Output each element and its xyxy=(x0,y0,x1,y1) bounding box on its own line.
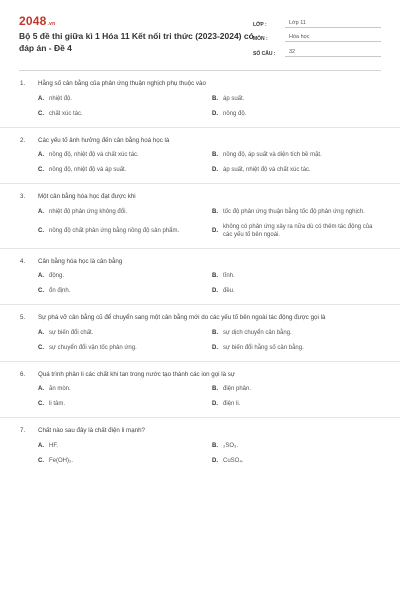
question-stem: Quá trình phân li các chất khi tan trong nước tạo thành các ion gọi là sự xyxy=(38,370,236,378)
option-letter: C. xyxy=(38,227,44,234)
question-text xyxy=(20,79,382,89)
option-grid xyxy=(20,208,382,240)
option-a[interactable] xyxy=(38,272,212,281)
question-number: 4. xyxy=(20,257,26,265)
option-letter: B. xyxy=(212,273,218,280)
question-4 xyxy=(0,257,400,306)
option-a[interactable] xyxy=(38,329,212,338)
option-text: CuSO₄. xyxy=(223,457,244,464)
option-text: áp suất, nhiệt độ và chất xúc tác. xyxy=(223,167,311,174)
option-text: không có phản ứng xảy ra nữa dù có thêm tác động của các yếu tố bên ngoài. xyxy=(223,223,373,238)
option-letter: D. xyxy=(212,167,218,174)
meta-value: 32 xyxy=(285,49,381,57)
option-text: đều. xyxy=(223,288,235,295)
option-letter: C. xyxy=(38,110,44,117)
question-text xyxy=(20,313,382,323)
question-2 xyxy=(0,136,400,185)
option-text: sự dịch chuyển cân bằng. xyxy=(223,329,292,336)
option-letter: D. xyxy=(212,401,218,408)
logo-suffix: .vn xyxy=(47,21,56,27)
option-text: nồng độ, nhiệt độ và áp suất. xyxy=(49,167,127,174)
option-c[interactable] xyxy=(38,166,212,175)
question-number: 1. xyxy=(20,80,26,87)
option-letter: A. xyxy=(38,442,44,449)
question-stem: Hằng số cân bằng của phản ứng thuận nghịch phụ thuộc vào xyxy=(38,80,206,87)
option-text: ₂SO₃. xyxy=(223,442,239,449)
option-text: ổn định. xyxy=(49,288,71,295)
question-5 xyxy=(0,313,400,362)
option-letter: A. xyxy=(38,95,44,102)
option-letter: C. xyxy=(38,401,44,408)
option-c[interactable] xyxy=(38,223,212,240)
meta-label: SỐ CÂU : xyxy=(253,50,276,57)
option-letter: A. xyxy=(38,386,44,393)
option-grid xyxy=(20,385,382,409)
option-text: nồng độ. xyxy=(223,110,247,117)
option-letter: A. xyxy=(38,273,44,280)
question-stem: Một cân bằng hóa học đạt được khi xyxy=(38,193,136,200)
option-text: nồng độ, áp suất và diện tích bề mặt. xyxy=(223,152,322,159)
question-list xyxy=(0,79,400,482)
option-d[interactable] xyxy=(212,400,386,409)
question-text xyxy=(20,257,382,267)
option-letter: D. xyxy=(212,344,218,351)
option-text: sự chuyển đổi vận tốc phản ứng. xyxy=(49,344,137,351)
question-text xyxy=(20,136,382,146)
question-stem: Cân bằng hóa học là cân bằng xyxy=(38,257,123,265)
option-text: ăn mòn. xyxy=(49,386,71,393)
option-grid xyxy=(20,329,382,353)
option-text: nồng độ chất phản ứng bằng nồng độ sản phẩm. xyxy=(49,227,180,234)
option-text: điện li. xyxy=(223,401,241,408)
option-b[interactable] xyxy=(212,385,386,394)
option-b[interactable] xyxy=(212,272,386,281)
option-a[interactable] xyxy=(38,442,212,451)
question-number: 3. xyxy=(20,193,26,200)
option-d[interactable] xyxy=(212,223,386,240)
question-number: 2. xyxy=(20,136,26,144)
meta-row-count xyxy=(253,44,381,57)
meta-label: MÔN : xyxy=(253,36,268,42)
option-text: tĩnh. xyxy=(223,273,235,280)
meta-info xyxy=(253,15,381,59)
option-letter: C. xyxy=(38,167,44,174)
option-letter: D. xyxy=(212,227,218,234)
option-text: sự biến đổi hằng số cân bằng. xyxy=(223,344,304,351)
question-1 xyxy=(0,79,400,128)
question-number: 6. xyxy=(20,370,26,378)
option-grid xyxy=(20,151,382,175)
option-letter: B. xyxy=(212,329,218,336)
question-number: 5. xyxy=(20,314,26,321)
page-header xyxy=(0,0,400,70)
option-grid xyxy=(20,442,382,466)
option-letter: D. xyxy=(212,457,218,464)
option-text: sự biến đổi chất. xyxy=(49,329,94,336)
site-logo[interactable] xyxy=(19,14,55,28)
question-text xyxy=(20,426,382,436)
option-a[interactable] xyxy=(38,95,212,104)
question-text xyxy=(20,192,382,202)
option-text: nồng độ, nhiệt độ và chất xúc tác. xyxy=(49,152,139,159)
option-text: li tâm. xyxy=(49,401,66,408)
option-grid xyxy=(20,95,382,119)
option-text: tốc độ phản ứng thuận bằng tốc độ phản ứng nghịch. xyxy=(223,208,365,215)
option-c[interactable] xyxy=(38,400,212,409)
option-c[interactable] xyxy=(38,457,212,466)
document-title: Bộ 5 đề thi giữa kì 1 Hóa 11 Kết nối tri thức (2023-2024) có đáp án - Đề 4 xyxy=(19,31,254,53)
option-d[interactable] xyxy=(212,110,386,119)
option-letter: A. xyxy=(38,329,44,336)
option-text: chất xúc tác. xyxy=(49,110,83,117)
option-c[interactable] xyxy=(38,110,212,119)
option-d[interactable] xyxy=(212,344,386,353)
option-text: Fe(OH)₂. xyxy=(49,457,73,464)
option-text: động. xyxy=(49,273,65,280)
option-letter: B. xyxy=(212,442,218,449)
option-b[interactable] xyxy=(212,442,386,451)
option-text: nhiệt độ phản ứng không đổi. xyxy=(49,208,128,215)
logo-text: 2048 xyxy=(19,14,47,28)
meta-row-subject xyxy=(253,30,381,43)
question-text xyxy=(20,370,382,380)
option-c[interactable] xyxy=(38,344,212,353)
option-b[interactable] xyxy=(212,208,386,217)
option-letter: B. xyxy=(212,95,218,102)
option-letter: D. xyxy=(212,288,218,295)
option-d[interactable] xyxy=(212,166,386,175)
option-d[interactable] xyxy=(212,457,386,466)
option-a[interactable] xyxy=(38,151,212,160)
question-stem: Các yếu tố ảnh hưởng đến cân bằng hoá học là xyxy=(38,136,170,144)
question-6 xyxy=(0,370,400,419)
option-letter: D. xyxy=(212,110,218,117)
question-7 xyxy=(0,426,400,474)
option-text: HF. xyxy=(49,442,58,449)
meta-row-class xyxy=(253,15,381,28)
option-letter: C. xyxy=(38,344,44,351)
option-c[interactable] xyxy=(38,287,212,296)
option-text: áp suất. xyxy=(223,95,245,102)
option-letter: A. xyxy=(38,152,44,159)
option-b[interactable] xyxy=(212,151,386,160)
option-d[interactable] xyxy=(212,287,386,296)
option-letter: B. xyxy=(212,386,218,393)
option-grid xyxy=(20,272,382,296)
option-letter: B. xyxy=(212,208,218,215)
option-b[interactable] xyxy=(212,95,386,104)
question-stem: Chất nào sau đây là chất điện li mạnh? xyxy=(38,427,145,434)
meta-value: Hóa học xyxy=(285,34,381,42)
question-3 xyxy=(0,192,400,249)
option-a[interactable] xyxy=(38,208,212,217)
option-letter: B. xyxy=(212,152,218,159)
header-divider xyxy=(19,70,381,71)
option-letter: C. xyxy=(38,288,44,295)
option-a[interactable] xyxy=(38,385,212,394)
option-text: nhiệt độ. xyxy=(49,95,73,102)
option-letter: A. xyxy=(38,208,44,215)
meta-value: Lớp 11 xyxy=(285,20,381,28)
question-number: 7. xyxy=(20,427,26,434)
option-letter: C. xyxy=(38,457,44,464)
meta-label: LỚP : xyxy=(253,21,267,28)
option-b[interactable] xyxy=(212,329,386,338)
option-text: điện phân. xyxy=(223,386,252,393)
question-stem: Sự phá vỡ cân bằng cũ để chuyển sang một cân bằng mới do các yếu tố bên ngoài tác động được gọi là xyxy=(38,314,326,321)
